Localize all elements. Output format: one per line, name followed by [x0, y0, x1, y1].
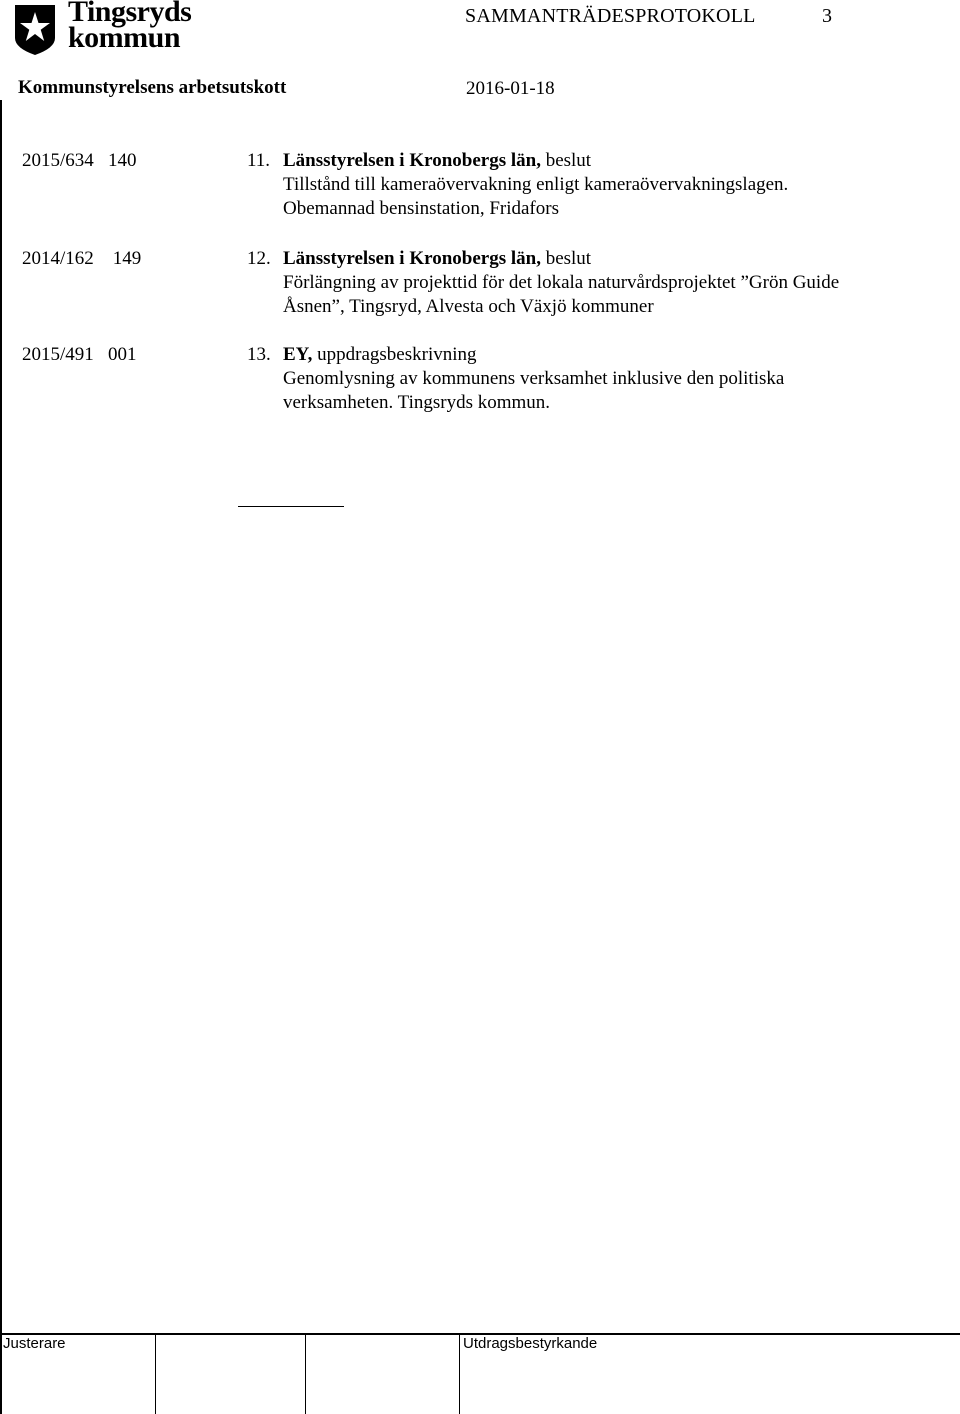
item-number: 13. [247, 344, 271, 365]
item-number: 11. [247, 150, 271, 171]
star-shield-icon [12, 2, 58, 56]
adjuster-label: Justerare [3, 1335, 66, 1352]
item-sender: Länsstyrelsen i Kronobergs län, [283, 248, 541, 269]
item-line: Åsnen”, Tingsryd, Alvesta och Växjö kommuner [283, 296, 654, 317]
left-margin-rule [0, 100, 2, 1414]
extract-certification-label: Utdragsbestyrkande [463, 1335, 598, 1352]
item-sender-suffix: uppdragsbeskrivning [312, 344, 477, 365]
page-number: 3 [822, 5, 832, 27]
item-line: verksamheten. Tingsryds kommun. [283, 392, 551, 413]
item-body [283, 343, 784, 415]
item-reference: 2014/162 149 [22, 248, 142, 269]
item-sender-suffix: beslut [540, 248, 592, 269]
document-title: SAMMANTRÄDESPROTOKOLL [465, 5, 756, 27]
item-line: Obemannad bensinstation, Fridafors [283, 198, 559, 219]
item-line: Förlängning av projekttid för det lokala naturvårdsprojektet ”Grön Guide [283, 272, 840, 293]
footer-cell-divider [305, 1333, 306, 1414]
meeting-date: 2016-01-18 [466, 78, 555, 99]
item-line: Tillstånd till kameraövervakning enligt kameraövervakningslagen. [283, 174, 789, 195]
item-sender: EY, [283, 344, 313, 365]
item-body [283, 149, 788, 221]
signature-footer [0, 1333, 960, 1414]
municipality-logo [12, 0, 212, 56]
footer-cell-divider [459, 1333, 460, 1414]
logo-wordmark [68, 0, 191, 52]
end-separator-line [238, 506, 344, 507]
item-reference: 2015/634 140 [22, 150, 137, 171]
logo-line-2: kommun [68, 21, 181, 54]
committee-name: Kommunstyrelsens arbetsutskott [18, 77, 287, 98]
item-reference: 2015/491 001 [22, 344, 137, 365]
item-line: Genomlysning av kommunens verksamhet inklusive den politiska [283, 368, 785, 389]
item-body [283, 247, 839, 319]
item-sender: Länsstyrelsen i Kronobergs län, [283, 150, 541, 171]
footer-cell-divider [0, 1333, 1, 1414]
item-sender-suffix: beslut [540, 150, 592, 171]
item-number: 12. [247, 248, 271, 269]
footer-cell-divider [155, 1333, 156, 1414]
logo-line-1: Tingsryds [68, 0, 192, 28]
